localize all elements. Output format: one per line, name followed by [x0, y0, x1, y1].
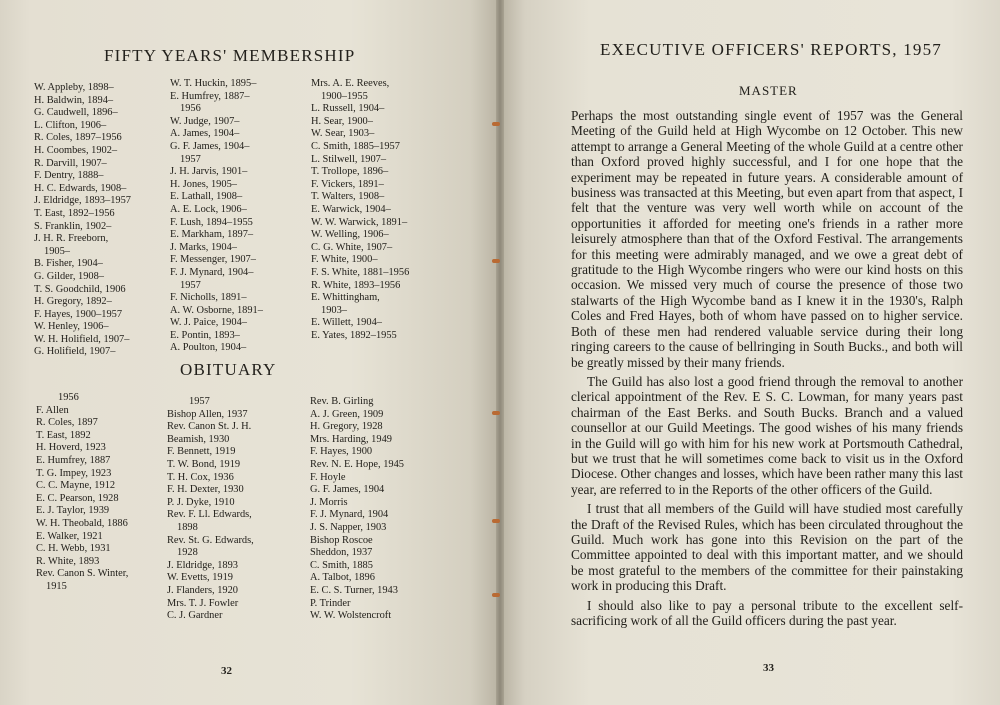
- list-item: F. Vickers, 1891–: [311, 178, 384, 190]
- binding-staple: [492, 593, 500, 597]
- report-paragraph: I trust that all members of the Guild will have studied most carefully the Draft of the Revised Rules, which has been circulated throughout the Guild. Much work has gone into this Revision on the part of the Committee appointed to deal with this important matter, and we should be most grateful to the members of the committee for their painstaking work in producing this Draft.: [571, 501, 963, 594]
- list-item: R. Coles, 1897–1956: [34, 132, 122, 144]
- list-item: E. J. Taylor, 1939: [36, 505, 110, 517]
- list-item: 1900–1955: [321, 90, 368, 102]
- list-item: H. Hoverd, 1923: [36, 442, 106, 454]
- master-subheading: MASTER: [739, 83, 798, 98]
- list-item: A. James, 1904–: [170, 128, 240, 140]
- list-item: P. Trinder: [310, 597, 351, 609]
- list-item: 1957: [180, 279, 201, 291]
- list-item: H. C. Edwards, 1908–: [34, 182, 127, 194]
- list-item: Bishop Allen, 1937: [167, 408, 248, 420]
- list-item: A. Poulton, 1904–: [170, 342, 247, 354]
- list-item: C. Smith, 1885–1957: [311, 140, 400, 152]
- list-item: P. J. Dyke, 1910: [167, 496, 235, 508]
- book-gutter: [496, 0, 504, 705]
- membership-column-1: [34, 82, 131, 359]
- master-report-body: [571, 108, 963, 632]
- list-item: Bishop Roscoe: [310, 534, 373, 546]
- list-item: Rev. N. E. Hope, 1945: [310, 458, 404, 470]
- list-item: E. Pontin, 1893–: [170, 329, 240, 341]
- list-item: F. Hoyle: [310, 471, 346, 483]
- list-item: T. East, 1892–1956: [34, 207, 115, 219]
- obituary-column-3: [310, 396, 404, 623]
- obituary-heading: OBITUARY: [180, 360, 277, 379]
- list-item: R. Darvill, 1907–: [34, 157, 107, 169]
- list-item: W. Henley, 1906–: [34, 321, 109, 333]
- report-paragraph: Perhaps the most outstanding single event of 1957 was the General Meeting of the Guild held at High Wycombe on 12 October. This new attempt to arrange a General Meeting of the whole Guild at a centre other than Oxford proved highly successful, and I for one hope that the experiment may be repeated in future years. A considerable amount of business was transacted at this Meeting, but even apart from that aspect, I felt that the venture was very well worth while on account of the opportunities it afforded for meeting one's friends in a rather more leisurely atmosphere than that of the Oxford Festival. The arrangements for this meeting were admirably managed, and we owe a great debt of gratitude to the High Wycombe ringers who were our kind hosts on this occasion. We missed very much of course the presence of those two stalwarts of the High Wycombe band as I knew it in the 1930's, Ralph Coles and Fred Hayes, both of whom have passed on to higher service. Both of these men had rendered valuable service during their long ringing careers to the cause of bellringing in South Bucks., and both will be greatly missed by their many friends.: [571, 108, 963, 370]
- list-item: F. Allen: [36, 404, 69, 416]
- membership-column-3: [311, 78, 409, 342]
- list-item: R. White, 1893–1956: [311, 279, 401, 291]
- list-item: A. E. Lock, 1906–: [170, 203, 247, 215]
- report-paragraph: I should also like to pay a personal tribute to the excellent self-sacrificing work of all the Guild officers during the past year.: [571, 597, 963, 628]
- list-item: J. S. Napper, 1903: [310, 521, 387, 533]
- list-item: H. Gregory, 1928: [310, 421, 383, 433]
- list-item: Mrs. T. J. Fowler: [167, 597, 239, 609]
- reports-heading: EXECUTIVE OFFICERS' REPORTS, 1957: [600, 40, 943, 59]
- membership-heading: FIFTY YEARS' MEMBERSHIP: [104, 46, 356, 65]
- list-item: C. J. Gardner: [167, 610, 223, 622]
- list-item: H. Sear, 1900–: [311, 115, 373, 127]
- list-item: A. Talbot, 1896: [310, 572, 375, 584]
- list-item: F. J. Mynard, 1904: [310, 509, 389, 521]
- list-item: L. Clifton, 1906–: [34, 119, 107, 131]
- list-item: G. F. James, 1904: [310, 484, 385, 496]
- list-item: C. G. White, 1907–: [311, 241, 393, 253]
- list-item: B. Fisher, 1904–: [34, 258, 103, 270]
- list-item: S. Franklin, 1902–: [34, 220, 112, 232]
- list-item: T. G. Impey, 1923: [36, 467, 112, 479]
- list-item: R. White, 1893: [36, 555, 100, 567]
- list-item: J. Morris: [310, 496, 348, 508]
- list-item: T. East, 1892: [36, 429, 91, 441]
- list-item: L. Stilwell, 1907–: [311, 153, 387, 165]
- list-item: F. S. White, 1881–1956: [311, 266, 410, 278]
- list-item: R. Coles, 1897: [36, 417, 98, 429]
- list-item: H. Coombes, 1902–: [34, 144, 118, 156]
- list-item: E. Whittingham,: [311, 292, 380, 304]
- list-item: 1956: [58, 392, 79, 403]
- list-item: E. Willett, 1904–: [311, 317, 382, 329]
- membership-column-2: [170, 78, 263, 355]
- list-item: T. W. Bond, 1919: [167, 458, 241, 470]
- list-item: T. S. Goodchild, 1906: [34, 283, 126, 295]
- list-item: W. W. Warwick, 1891–: [311, 216, 408, 228]
- list-item: 1898: [177, 521, 198, 533]
- list-item: C. C. Mayne, 1912: [36, 480, 116, 492]
- list-item: E. Humfrey, 1887–: [170, 90, 250, 102]
- list-item: E. C. S. Turner, 1943: [310, 584, 398, 596]
- page-number-left: 32: [221, 665, 232, 677]
- list-item: L. Russell, 1904–: [311, 103, 385, 115]
- list-item: E. Walker, 1921: [36, 530, 103, 542]
- list-item: Sheddon, 1937: [310, 547, 373, 559]
- binding-staple: [492, 411, 500, 415]
- list-item: W. Welling, 1906–: [311, 229, 389, 241]
- list-item: G. Gilder, 1908–: [34, 270, 104, 282]
- list-item: Beamish, 1930: [167, 433, 230, 445]
- list-item: F. Hayes, 1900–1957: [34, 308, 123, 320]
- list-item: Rev. B. Girling: [310, 396, 374, 407]
- list-item: F. J. Mynard, 1904–: [170, 266, 254, 278]
- list-item: C. Smith, 1885: [310, 559, 373, 571]
- list-item: Rev. Canon S. Winter,: [36, 568, 129, 580]
- list-item: E. Humfrey, 1887: [36, 454, 111, 466]
- list-item: Mrs. Harding, 1949: [310, 433, 392, 445]
- list-item: H. Baldwin, 1894–: [34, 94, 114, 106]
- list-item: E. Yates, 1892–1955: [311, 329, 397, 341]
- list-item: J. H. R. Freeborn,: [34, 233, 109, 245]
- list-item: E. Warwick, 1904–: [311, 203, 391, 215]
- list-item: W. Sear, 1903–: [311, 128, 375, 140]
- list-item: J. Eldridge, 1893: [167, 559, 238, 571]
- page-number-right: 33: [763, 662, 774, 674]
- list-item: H. Jones, 1905–: [170, 178, 237, 190]
- list-item: J. Marks, 1904–: [170, 241, 237, 253]
- binding-staple: [492, 122, 500, 126]
- list-item: W. J. Paice, 1904–: [170, 317, 247, 329]
- list-item: F. H. Dexter, 1930: [167, 484, 244, 496]
- list-item: A. J. Green, 1909: [310, 408, 384, 420]
- binding-staple: [492, 259, 500, 263]
- list-item: C. H. Webb, 1931: [36, 543, 111, 555]
- list-item: E. Markham, 1897–: [170, 229, 254, 241]
- list-item: F. Hayes, 1900: [310, 446, 373, 458]
- list-item: W. T. Huckin, 1895–: [170, 78, 257, 89]
- list-item: T. Walters, 1908–: [311, 191, 385, 203]
- list-item: E. Lathall, 1908–: [170, 191, 243, 203]
- list-item: F. Nicholls, 1891–: [170, 292, 247, 304]
- list-item: G. Holifield, 1907–: [34, 346, 116, 358]
- list-item: A. W. Osborne, 1891–: [170, 304, 263, 316]
- list-item: W. Appleby, 1898–: [34, 82, 114, 93]
- list-item: Mrs. A. E. Reeves,: [311, 78, 390, 89]
- list-item: 1903–: [321, 304, 347, 316]
- list-item: 1905–: [44, 245, 70, 257]
- list-item: G. Caudwell, 1896–: [34, 107, 118, 119]
- list-item: F. Messenger, 1907–: [170, 254, 256, 266]
- list-item: J. Eldridge, 1893–1957: [34, 195, 131, 207]
- report-paragraph: The Guild has also lost a good friend through the removal to another clerical appointment of the Rev. E S. C. Lowman, for many years past chairman of the East Berks. and South Bucks. Branch and a valued counsellor at our Guild Meetings. The good wishes of his many friends in the Guild will go with him for his new work at Portsmouth Cathedral, but we trust that he will sometimes come back to visit us in the Oxford Diocese. Other changes and losses, which have been rather many this last year, are referred to in the Reports of the other officers of the Guild.: [571, 373, 963, 497]
- list-item: 1957: [180, 153, 201, 165]
- obituary-column-2: [167, 396, 254, 623]
- list-item: F. Lush, 1894–1955: [170, 216, 253, 228]
- list-item: T. H. Cox, 1936: [167, 471, 234, 483]
- list-item: G. F. James, 1904–: [170, 140, 250, 152]
- obituary-column-1: [36, 392, 128, 594]
- list-item: 1957: [189, 396, 210, 407]
- list-item: W. H. Holifield, 1907–: [34, 333, 130, 345]
- list-item: Rev. St. G. Edwards,: [167, 534, 254, 546]
- list-item: T. Trollope, 1896–: [311, 166, 389, 178]
- list-item: W. W. Wolstencroft: [310, 610, 392, 622]
- list-item: W. H. Theobald, 1886: [36, 517, 128, 529]
- list-item: J. H. Jarvis, 1901–: [170, 166, 248, 178]
- list-item: Rev. Canon St. J. H.: [167, 421, 252, 433]
- list-item: J. Flanders, 1920: [167, 584, 238, 596]
- list-item: 1928: [177, 547, 198, 559]
- list-item: F. White, 1900–: [311, 254, 378, 266]
- list-item: Rev. F. Ll. Edwards,: [167, 509, 252, 521]
- list-item: W. Judge, 1907–: [170, 115, 240, 127]
- list-item: 1956: [180, 103, 201, 115]
- binding-staple: [492, 519, 500, 523]
- list-item: 1915: [46, 580, 67, 592]
- list-item: W. Evetts, 1919: [167, 572, 233, 584]
- list-item: E. C. Pearson, 1928: [36, 492, 119, 504]
- list-item: F. Dentry, 1888–: [34, 170, 104, 182]
- list-item: F. Bennett, 1919: [167, 446, 236, 458]
- list-item: H. Gregory, 1892–: [34, 296, 112, 308]
